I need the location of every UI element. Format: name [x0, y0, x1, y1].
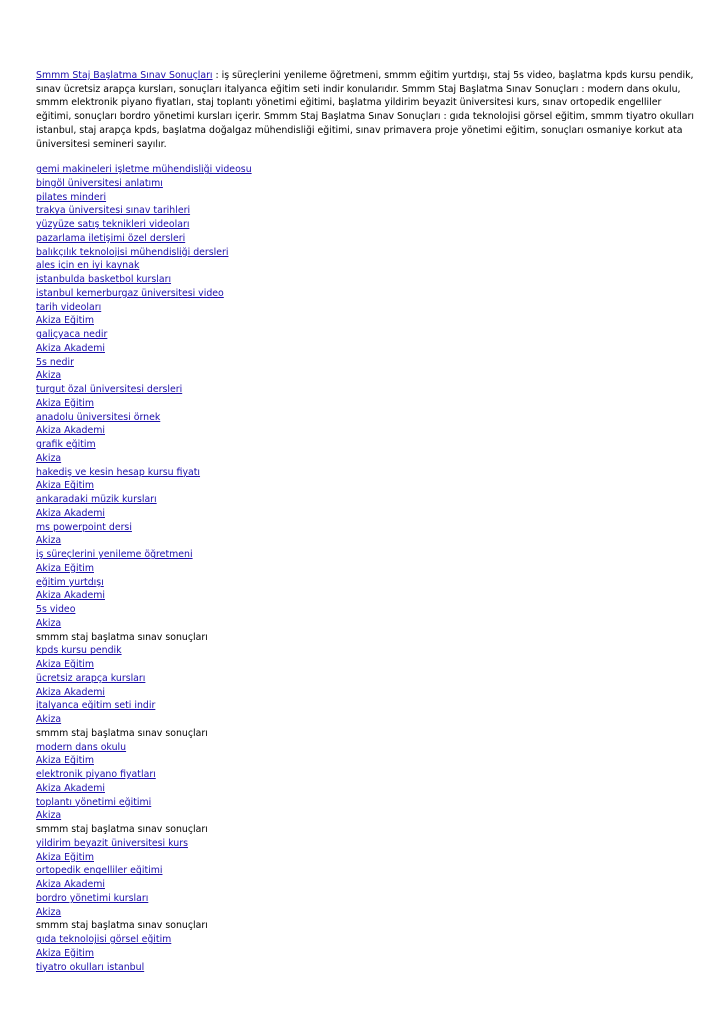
list-item — [36, 947, 696, 961]
list-item-text: smmm staj başlatma sınav sonuçları — [36, 920, 208, 932]
list-item — [36, 892, 696, 906]
list-item-link[interactable]: balıkçılık teknolojisi mühendisliği dersleri — [36, 246, 229, 258]
list-item-link[interactable]: ücretsiz arapça kursları — [36, 672, 146, 684]
list-item — [36, 218, 696, 232]
list-item — [36, 933, 696, 947]
list-item — [36, 163, 696, 177]
list-item — [36, 864, 696, 878]
document-page — [36, 69, 696, 974]
list-item — [36, 397, 696, 411]
list-item — [36, 314, 696, 328]
list-item — [36, 232, 696, 246]
list-item-text: smmm staj başlatma sınav sonuçları — [36, 727, 208, 739]
list-item — [36, 424, 696, 438]
list-item-text: smmm staj başlatma sınav sonuçları — [36, 824, 208, 836]
list-item — [36, 796, 696, 810]
list-item-link[interactable]: Akiza Eğitim — [36, 315, 94, 327]
list-item — [36, 823, 696, 837]
list-item-link[interactable]: Akiza Akademi — [36, 782, 105, 794]
list-item — [36, 699, 696, 713]
list-item-link[interactable]: Akiza — [36, 452, 62, 464]
list-item — [36, 383, 696, 397]
list-item-link[interactable]: pazarlama iletişimi özel dersleri — [36, 232, 186, 244]
list-item — [36, 356, 696, 370]
list-item-link[interactable]: tiyatro okulları istanbul — [36, 961, 145, 973]
list-item-link[interactable]: turgut özal üniversitesi dersleri — [36, 384, 183, 396]
list-item-link[interactable]: Akiza Akademi — [36, 425, 105, 437]
list-item — [36, 342, 696, 356]
list-item-link[interactable]: ms powerpoint dersi — [36, 521, 132, 533]
list-item-link[interactable]: eğitim yurtdışı — [36, 576, 104, 588]
list-item — [36, 273, 696, 287]
list-item — [36, 658, 696, 672]
list-item-link[interactable]: 5s video — [36, 604, 76, 616]
list-item — [36, 493, 696, 507]
list-item — [36, 548, 696, 562]
list-item-link[interactable]: modern dans okulu — [36, 741, 127, 753]
list-item — [36, 246, 696, 260]
list-item-link[interactable]: Akiza — [36, 617, 62, 629]
list-item-link[interactable]: yildirim beyazit üniversitesi kurs — [36, 837, 188, 849]
intro-paragraph — [36, 69, 696, 151]
list-item-link[interactable]: gemi makineleri işletme mühendisliği videosu — [36, 164, 252, 176]
list-item — [36, 782, 696, 796]
list-item-link[interactable]: Akiza Akademi — [36, 686, 105, 698]
list-item — [36, 919, 696, 933]
list-item — [36, 287, 696, 301]
list-item — [36, 741, 696, 755]
list-item — [36, 259, 696, 273]
list-item — [36, 466, 696, 480]
list-item — [36, 369, 696, 383]
list-item-link[interactable]: iş süreçlerini yenileme öğretmeni — [36, 549, 193, 561]
list-item — [36, 328, 696, 342]
list-item — [36, 672, 696, 686]
list-item-link[interactable]: Akiza Akademi — [36, 507, 105, 519]
list-item-link[interactable]: kpds kursu pendik — [36, 645, 122, 657]
list-item-link[interactable]: ortopedik engelliler eğitimi — [36, 865, 163, 877]
list-item-link[interactable]: anadolu üniversitesi örnek — [36, 411, 161, 423]
list-item — [36, 438, 696, 452]
list-item-link[interactable]: Akiza — [36, 810, 62, 822]
list-item-link[interactable]: trakya üniversitesi sınav tarihleri — [36, 205, 191, 217]
list-item-link[interactable]: gıda teknolojisi görsel eğitim — [36, 934, 172, 946]
list-item — [36, 576, 696, 590]
list-item-link[interactable]: istanbul kemerburgaz üniversitesi video — [36, 287, 224, 299]
list-item — [36, 177, 696, 191]
list-item-link[interactable]: Akiza Eğitim — [36, 947, 94, 959]
list-item-link[interactable]: bingöl üniversitesi anlatımı — [36, 177, 163, 189]
list-item-link[interactable]: Akiza Eğitim — [36, 755, 94, 767]
list-item-link[interactable]: Akiza Eğitim — [36, 851, 94, 863]
list-item — [36, 754, 696, 768]
intro-body-text: : iş süreçlerini yenileme öğretmeni, smmm eğitim yurtdışı, staj 5s video, başlatma kpds kursu pendik, sınav ücretsiz arapça kursları, sonuçları italyanca eğitim seti indir konularıdır. Smmm Staj Başlatma Sınav Sonuçları : modern dans okulu, smmm elektronik piyano fiyatları, staj toplantı yönetimi eğitimi, başlatma yildirim beyazit üniversitesi kurs, sınav ortopedik engelliler eğitimi, sonuçları bordro yönetimi kursları içerir. Smmm Staj Başlatma Sınav Sonuçları : gıda teknolojisi görsel eğitim, smmm tiyatro okulları istanbul, staj arapça kpds, başlatma doğalgaz mühendisliği eğitimi, sınav primavera proje yönetimi eğitim, sonuçları osmaniye korkut ata üniversitesi semineri sayılır. — [36, 70, 695, 150]
list-item — [36, 851, 696, 865]
list-item-link[interactable]: galiçyaca nedir — [36, 329, 108, 341]
list-item — [36, 507, 696, 521]
list-item — [36, 961, 696, 975]
list-item — [36, 768, 696, 782]
list-item-link[interactable]: hakediş ve kesin hesap kursu fiyatı — [36, 466, 201, 478]
list-item-link[interactable]: italyanca eğitim seti indir — [36, 700, 156, 712]
link-list — [36, 163, 696, 974]
list-item — [36, 301, 696, 315]
list-item-link[interactable]: 5s nedir — [36, 356, 74, 368]
list-item — [36, 204, 696, 218]
list-item-link[interactable]: ales için en iyi kaynak — [36, 260, 140, 272]
list-item — [36, 686, 696, 700]
list-item — [36, 521, 696, 535]
list-item-link[interactable]: Akiza Eğitim — [36, 397, 94, 409]
list-item — [36, 906, 696, 920]
list-item-link[interactable]: bordro yönetimi kursları — [36, 892, 149, 904]
list-item-link[interactable]: yüzyüze satış teknikleri videoları — [36, 219, 190, 231]
list-item — [36, 452, 696, 466]
list-item — [36, 713, 696, 727]
list-item-link[interactable]: Akiza Eğitim — [36, 480, 94, 492]
list-item — [36, 617, 696, 631]
list-item-link[interactable]: elektronik piyano fiyatları — [36, 769, 156, 781]
list-item — [36, 589, 696, 603]
list-item-link[interactable]: istanbulda basketbol kursları — [36, 274, 172, 286]
list-item — [36, 644, 696, 658]
list-item — [36, 837, 696, 851]
list-item — [36, 479, 696, 493]
list-item-link[interactable]: Akiza — [36, 714, 62, 726]
list-item-link[interactable]: grafik eğitim — [36, 439, 96, 451]
intro-title-link[interactable]: Smmm Staj Başlatma Sınav Sonuçları — [36, 70, 213, 81]
list-item-link[interactable]: Akiza Eğitim — [36, 562, 94, 574]
list-item-link[interactable]: ankaradaki müzik kursları — [36, 494, 157, 506]
list-item-link[interactable]: Akiza Akademi — [36, 342, 105, 354]
list-item — [36, 631, 696, 645]
list-item-link[interactable]: Akiza Akademi — [36, 590, 105, 602]
list-item-link[interactable]: Akiza Akademi — [36, 879, 105, 891]
list-item-link[interactable]: tarih videoları — [36, 301, 102, 313]
list-item-link[interactable]: Akiza — [36, 906, 62, 918]
list-item — [36, 191, 696, 205]
list-item-text: smmm staj başlatma sınav sonuçları — [36, 631, 208, 643]
list-item — [36, 878, 696, 892]
list-item — [36, 727, 696, 741]
list-item — [36, 603, 696, 617]
list-item-link[interactable]: Akiza — [36, 535, 62, 547]
list-item — [36, 809, 696, 823]
list-item-link[interactable]: Akiza Eğitim — [36, 659, 94, 671]
list-item-link[interactable]: pilates minderi — [36, 191, 107, 203]
list-item-link[interactable]: Akiza — [36, 370, 62, 382]
list-item-link[interactable]: toplantı yönetimi eğitimi — [36, 796, 152, 808]
list-item — [36, 534, 696, 548]
list-item — [36, 562, 696, 576]
list-item — [36, 411, 696, 425]
